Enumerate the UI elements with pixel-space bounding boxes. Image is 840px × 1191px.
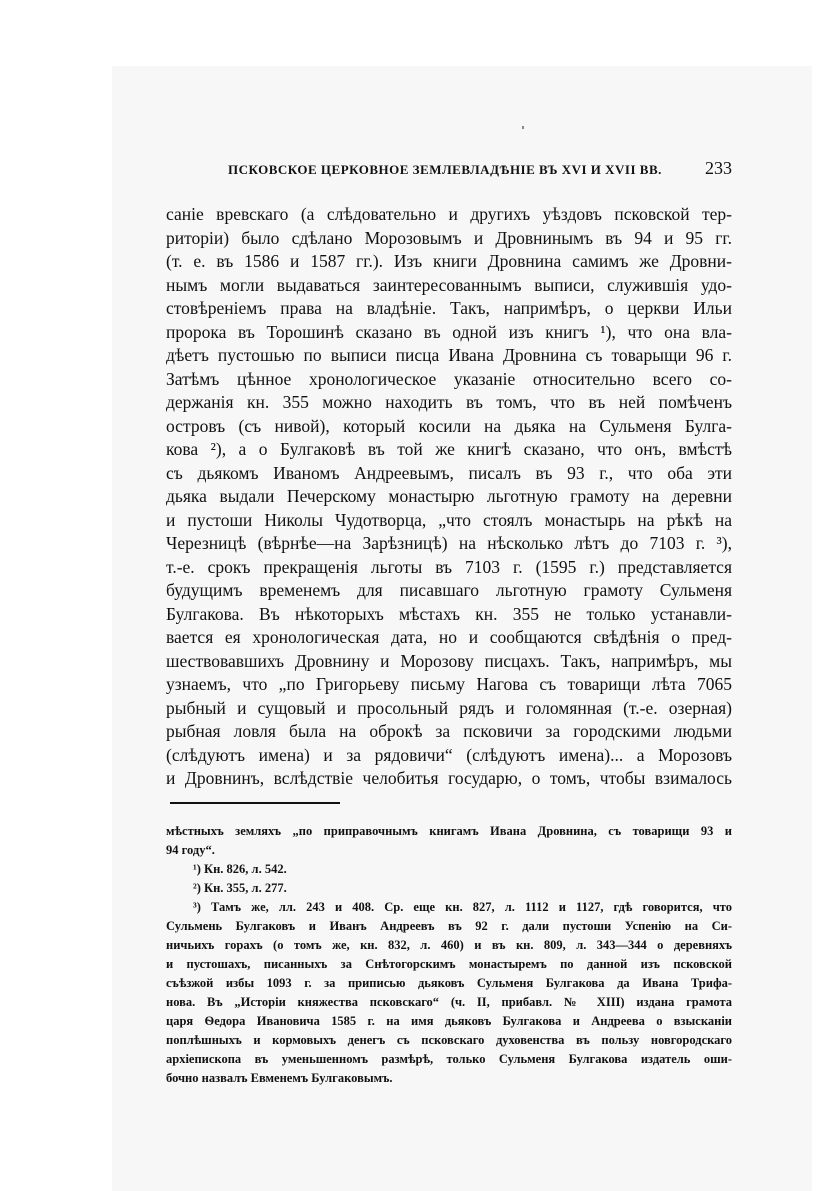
body-line: дьяка выдали Печерскому монастырю льготную грамоту на деревни bbox=[166, 486, 732, 506]
footnote-line: поплѣшныхъ и кормовыхъ денегъ съ псковскаго духовенства въ пользу новгородскаго bbox=[166, 1033, 732, 1047]
body-line: т.-е. срокъ прекращенія льготы въ 7103 г. (1595 г.) представляется bbox=[166, 556, 732, 577]
footnote-line: нова. Въ „Исторіи княжества псковскаго“ (ч. II, прибавл. № XIII) издана грамота bbox=[166, 995, 732, 1009]
body-line: будущимъ временемъ для писавшаго льготную грамоту Сульменя bbox=[166, 580, 732, 600]
footnote-line: 94 году“. bbox=[166, 843, 215, 857]
footnote-1: ¹) Кн. 826, л. 542. bbox=[193, 862, 287, 876]
body-line: рыбный и сущовый и просольный рядъ и голомянная (т.-е. озерная) bbox=[166, 697, 732, 718]
footnote-line: архіепископа въ уменьшенномъ размѣрѣ, только Сульменя Булгакова издатель оши- bbox=[166, 1052, 732, 1066]
body-line: рыбная ловля была на оброкѣ за псковичи за городскими людьми bbox=[166, 721, 732, 741]
body-line: кова ²), а о Булгаковѣ въ той же книгѣ сказано, что онъ, вмѣстѣ bbox=[166, 439, 732, 459]
body-line: риторіи) было сдѣлано Морозовымъ и Дровнинымъ въ 94 и 95 гг. bbox=[166, 227, 732, 248]
body-line: (слѣдуютъ имена) и за рядовичи“ (слѣдуютъ имена)... а Морозовъ bbox=[166, 744, 732, 765]
footnote-line: бочно назвалъ Евменемъ Булгаковымъ. bbox=[166, 1071, 393, 1085]
body-line: стовѣреніемъ права на владѣніе. Такъ, напримѣръ, о церкви Ильи bbox=[166, 298, 732, 318]
body-line: узнаемъ, что „по Григорьеву письму Нагова съ товарищи лѣта 7065 bbox=[166, 674, 732, 694]
body-line: держанія кн. 355 можно находить въ томъ, что въ ней помѣченъ bbox=[166, 392, 732, 412]
footnote-line: съѣзжой избы 1093 г. за приписью дьяковъ Сульменя Булгакова да Ивана Трифа- bbox=[166, 976, 732, 990]
scan-speck bbox=[522, 126, 524, 129]
body-line: пророка въ Торошинѣ сказано въ одной изъ книгъ ¹), что она вла- bbox=[166, 321, 732, 342]
footnote-separator bbox=[170, 802, 340, 804]
body-line: дѣетъ пустошью по выписи писца Ивана Дровнина съ товарыщи 96 г. bbox=[166, 345, 732, 365]
body-line: Булгакова. Въ нѣкоторыхъ мѣстахъ кн. 355 не только устанавли- bbox=[166, 603, 732, 624]
body-line: съ дьякомъ Иваномъ Андреевымъ, писалъ въ 93 г., что оба эти bbox=[166, 462, 732, 483]
footnote-line: царя Ѳедора Ивановича 1585 г. на имя дьяковъ Булгакова и Андреева о взысканіи bbox=[166, 1014, 732, 1028]
footnote-line: и пустошахъ, писанныхъ за Снѣтогорскимъ монастыремъ по данной изъ псковской bbox=[166, 957, 732, 971]
body-line: нымъ могли выдаваться заинтересованнымъ выписи, служившія удо- bbox=[166, 274, 732, 295]
body-line: шествовавшихъ Дровнину и Морозову писцахъ. Такъ, напримѣръ, мы bbox=[166, 650, 732, 671]
running-head-title: ПСКОВСКОЕ ЦЕРКОВНОЕ ЗЕМЛЕВЛАДѢНІЕ ВЪ XVI И XVII ВВ. bbox=[228, 162, 662, 177]
footnote-line: ничьихъ горахъ (о томъ же, кн. 832, л. 460) и въ кн. 809, л. 343—344 о деревняхъ bbox=[166, 938, 732, 952]
footnote-3: ³) Тамъ же, лл. 243 и 408. Ср. еще кн. 827, л. 1112 и 1127, гдѣ говорится, что bbox=[193, 900, 732, 914]
running-head bbox=[228, 158, 734, 182]
body-line: вается ея хронологическая дата, но и сообщаются свѣдѣнія о пред- bbox=[166, 627, 732, 647]
footnote-line: Сульмень Булгаковъ и Иванъ Андреевъ въ 92 г. дали пустоши Успенію на Си- bbox=[166, 919, 732, 933]
body-line: Затѣмъ цѣнное хронологическое указаніе относительно всего со- bbox=[166, 368, 732, 389]
footnote-line: мѣстныхъ земляхъ „по приправочнымъ книгамъ Ивана Дровнина, съ товарищи 93 и bbox=[166, 824, 732, 838]
footnote-2: ²) Кн. 355, л. 277. bbox=[193, 881, 287, 895]
body-line: саніе вревскаго (а слѣдовательно и другихъ уѣздовъ псковской тер- bbox=[166, 204, 732, 224]
body-line: островъ (съ нивой), который косили на дьяка на Сульменя Булга- bbox=[166, 415, 732, 436]
page-number: 233 bbox=[705, 158, 732, 178]
body-line: Черезницѣ (вѣрнѣе—на Зарѣзницѣ) на нѣсколько лѣтъ до 7103 г. ³), bbox=[166, 533, 732, 553]
body-line: и Дровнинъ, вслѣдствіе челобитья государю, о томъ, чтобы взималось bbox=[166, 768, 732, 788]
body-line: (т. е. въ 1586 и 1587 гг.). Изъ книги Дровнина самимъ же Дровни- bbox=[166, 251, 732, 271]
body-line: и пустоши Николы Чудотворца, „что стоялъ монастырь на рѣкѣ на bbox=[166, 509, 732, 530]
